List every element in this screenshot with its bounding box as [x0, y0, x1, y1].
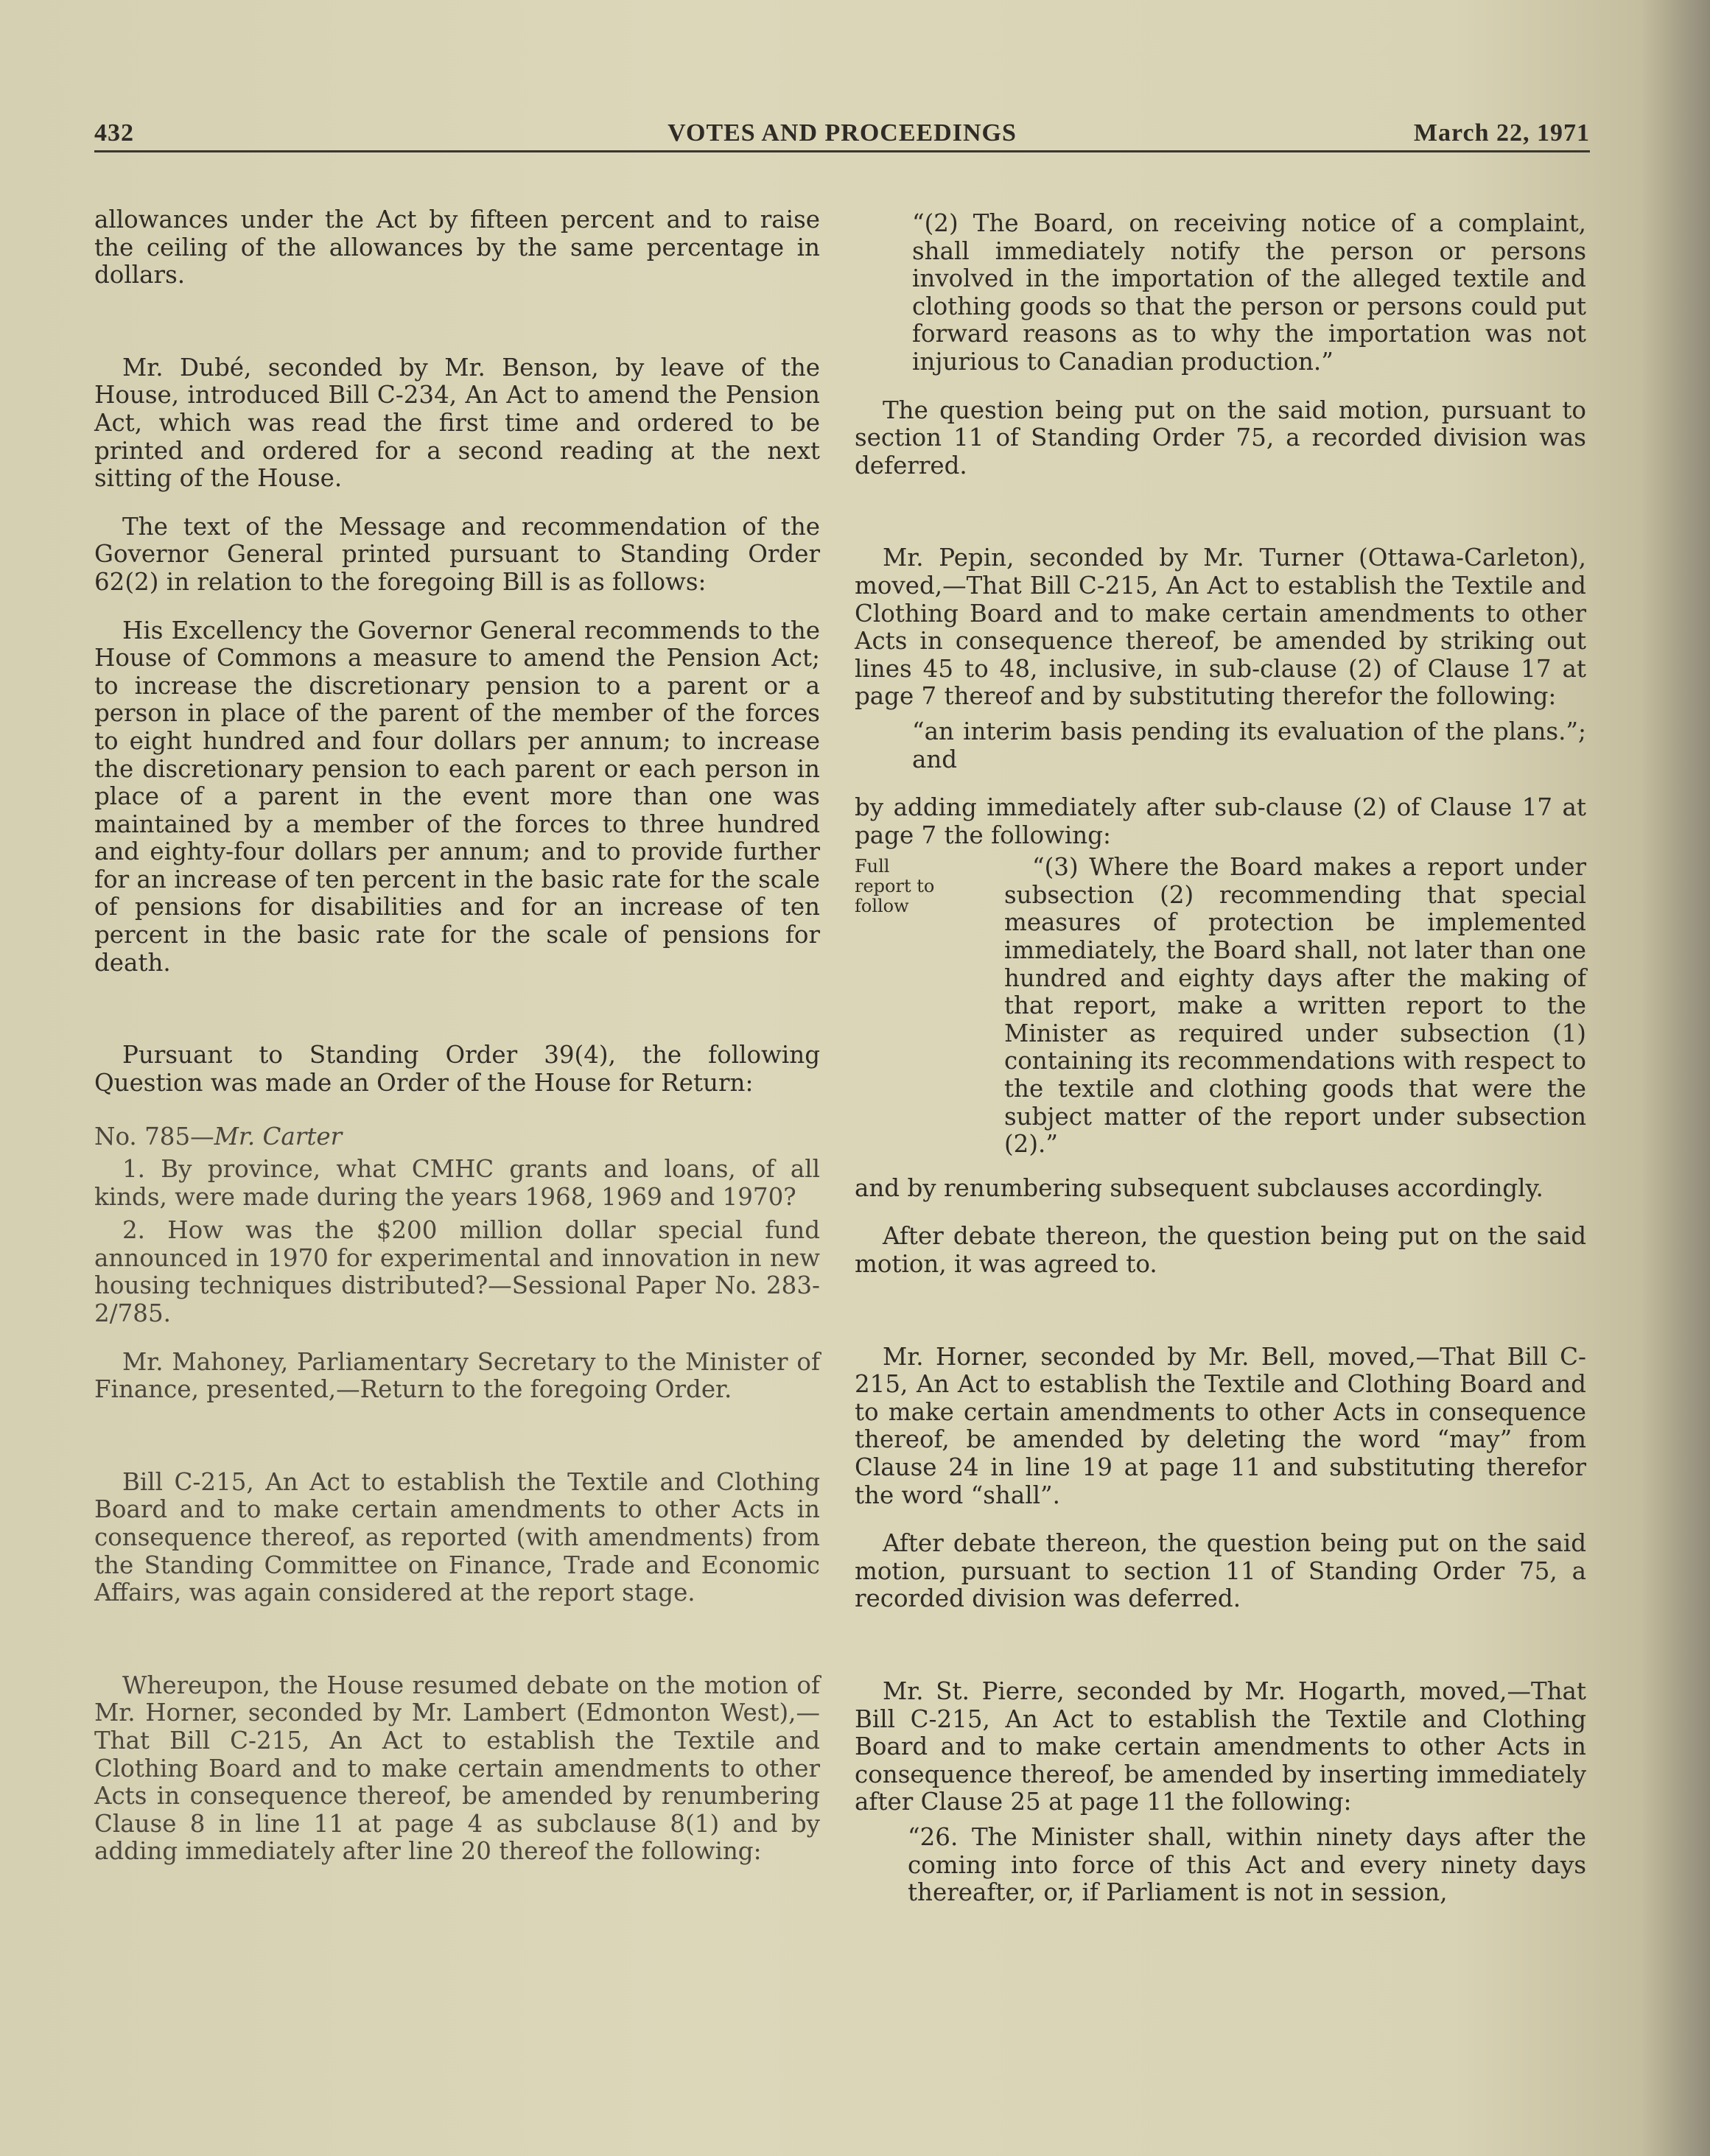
running-title: VOTES AND PROCEEDINGS [667, 119, 1017, 147]
quote-full-report: “(3) Where the Board makes a report under subsection (2) recommending that special measures of protection be implemented immediately, the Board shall, not later than one hundred and eighty days after the making of that report, make a written report to the Minister as required under subsection (1) containing its recommendations with respect to the textile and clothing goods that were the subject matter of the report under subsection (2).” [1004, 853, 1586, 1159]
right-column [855, 210, 1586, 1907]
paragraph-message-text: The text of the Message and recommendation of the Governor General printed pursuant to Standing Order 62(2) in relation to the foregoing Bill is as follows: [94, 512, 820, 596]
quote-full-report-block [855, 854, 1586, 1159]
paragraph-horner-motion: Whereupon, the House resumed debate on the motion of Mr. Horner, seconded by Mr. Lambert (Edmonton West),—That Bill C-215, An Act to establish the Textile and Clothing Board and to make certain amendments to other Acts in consequence thereof, be amended by renumbering Clause 8 in line 11 at page 4 as subclause 8(1) and by adding immediately after line 20 thereof the following: [94, 1671, 820, 1866]
question-item-2: 2. How was the $200 million dollar special fund announced in 1970 for experimental and innovation in new housing techniques distributed?—Sessional Paper No. 283-2/785. [94, 1216, 820, 1327]
paragraph-allowances: allowances under the Act by fifteen percent and to raise the ceiling of the allowances by the same percentage in dollars. [94, 206, 820, 289]
paragraph-adding-after: by adding immediately after sub-clause (2) of Clause 17 at page 7 the following: [855, 793, 1586, 849]
paragraph-division-deferred: The question being put on the said motion, pursuant to section 11 of Standing Order 75, a recorded division was deferred. [855, 396, 1586, 480]
paragraph-agreed: After debate thereon, the question being put on the said motion, it was agreed to. [855, 1222, 1586, 1278]
page-number: 432 [94, 119, 134, 147]
question-member: Mr. Carter [214, 1123, 343, 1151]
quote-interim-basis: “an interim basis pending its evaluation of the plans.”; and [912, 717, 1586, 773]
paragraph-st-pierre-motion: Mr. St. Pierre, seconded by Mr. Hogarth, moved,—That Bill C-215, An Act to establish the Textile and Clothing Board and to make certain amendments to other Acts in consequence thereof, be amended by inserting immediately after Clause 25 at page 11 the following: [855, 1676, 1586, 1816]
paragraph-order-for-return: Pursuant to Standing Order 39(4), the following Question was made an Order of the House for Return: [94, 1041, 820, 1097]
paragraph-governor-recommendation: His Excellency the Governor General recommends to the House of Commons a measure to amend the Pension Act; to increase the discretionary pension to a parent or a person in place of the parent of the member of the forces to eight hundred and four dollars per annum; to increase the discretionary pension to each parent or each person in place of a parent in the event more than one was maintained by a member of the forces to three hundred and eighty-four dollars per annum; and to provide further for an increase of ten percent in the basic rate for the scale of pensions for disabilities and for an increase of ten percent in the basic rate for the scale of pensions for death. [94, 616, 820, 977]
margin-note: Full report to follow [855, 856, 935, 917]
question-number: No. 785— [94, 1123, 214, 1151]
question-item-1: 1. By province, what CMHC grants and loans, of all kinds, were made during the years 1968, 1969 and 1970? [94, 1155, 820, 1211]
paragraph-bill-c215-report: Bill C-215, An Act to establish the Textile and Clothing Board and to make certain amendments to other Acts in consequence thereof, as reported (with amendments) from the Standing Committee on Finance, Trade and Economic Affairs, was again considered at the report stage. [94, 1467, 820, 1607]
quote-minister-clause-26: “26. The Minister shall, within ninety days after the coming into force of this Act and every ninety days thereafter, or, if Parliament is not in session, [908, 1822, 1586, 1907]
header-date: March 22, 1971 [1413, 119, 1590, 147]
page-header [94, 112, 1590, 152]
paragraph-pepin-motion: Mr. Pepin, seconded by Mr. Turner (Ottawa-Carleton), moved,—That Bill C-215, An Act to establish the Textile and Clothing Board and to make certain amendments to other Acts in consequence thereof, be amended by striking out lines 45 to 48, inclusive, in sub-clause (2) of Clause 17 at page 7 thereof and by substituting therefor the following: [855, 544, 1586, 711]
paragraph-division-deferred-2: After debate thereon, the question being put on the said motion, pursuant to section 11 of Standing Order 75, a recorded division was deferred. [855, 1529, 1586, 1613]
paragraph-horner-may-shall: Mr. Horner, seconded by Mr. Bell, moved,—That Bill C-215, An Act to establish the Textile and Clothing Board and to make certain amendments to other Acts in consequence thereof, be amended by deleting the word “may” from Clause 24 in line 19 at page 11 and substituting therefor the word “shall”. [855, 1342, 1586, 1509]
quote-board-notice: “(2) The Board, on receiving notice of a complaint, shall immediately notify the person or persons involved in the importation of the alleged textile and clothing goods so that the person or persons could put forward reasons as to why the importation was not injurious to Canadian production.” [912, 209, 1586, 376]
paragraph-mahoney-return: Mr. Mahoney, Parliamentary Secretary to the Minister of Finance, presented,—Return to the foregoing Order. [94, 1347, 820, 1404]
left-column [94, 206, 820, 1866]
question-heading [94, 1123, 820, 1151]
paragraph-bill-c234: Mr. Dubé, seconded by Mr. Benson, by leave of the House, introduced Bill C-234, An Act to amend the Pension Act, which was read the first time and ordered to be printed and ordered for a second reading at the next sitting of the House. [94, 353, 820, 493]
paragraph-renumbering: and by renumbering subsequent subclauses accordingly. [855, 1173, 1543, 1202]
